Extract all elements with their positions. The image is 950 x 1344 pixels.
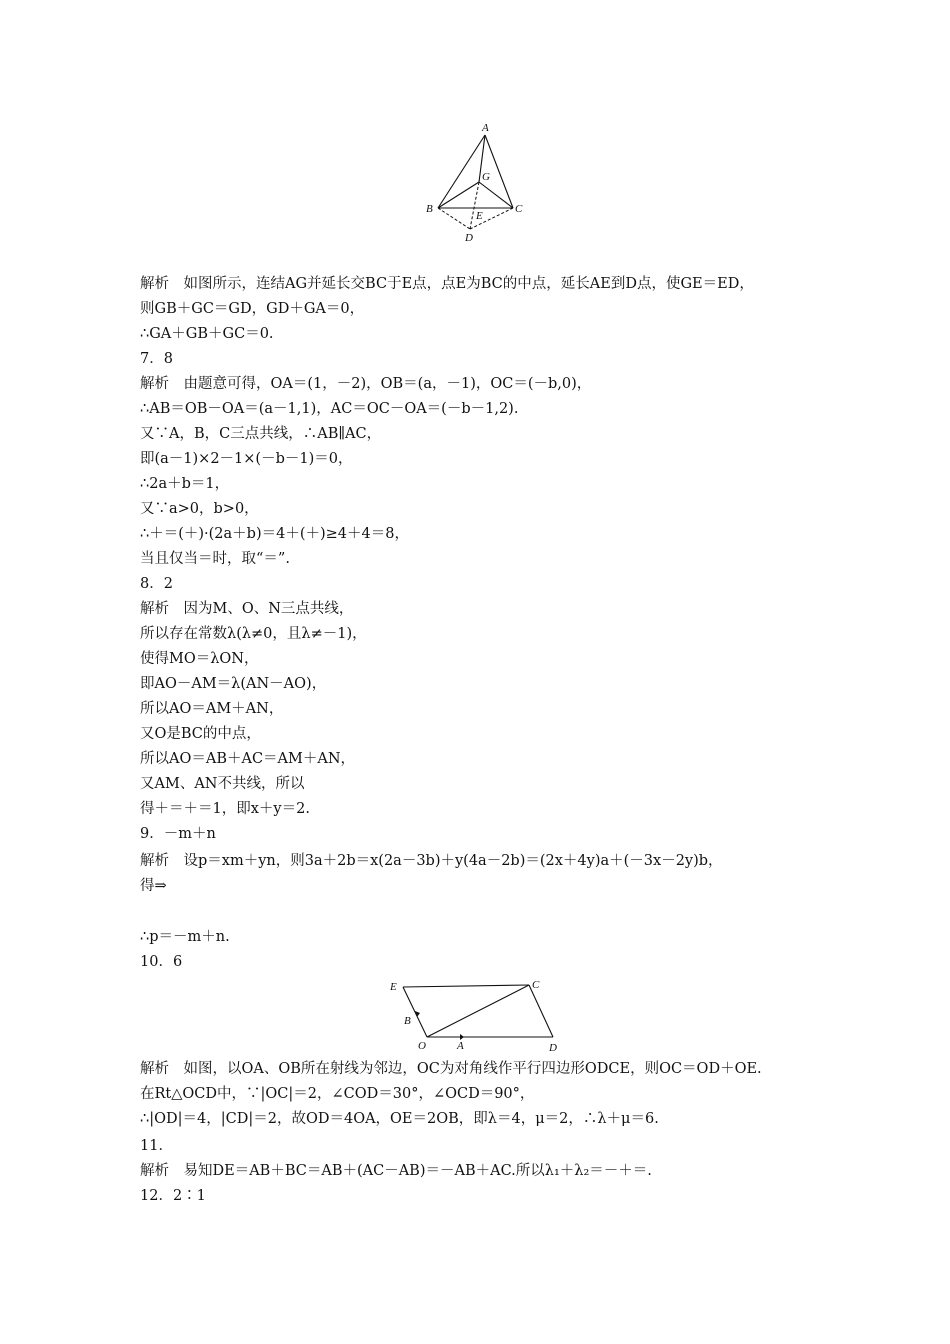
label-O: O (418, 1040, 426, 1052)
text-line-13: 8．2 (140, 576, 173, 592)
label-A: A (457, 1040, 464, 1052)
text-line-10: 又∵a>0，b>0， (140, 501, 259, 517)
label-C: C (532, 979, 540, 991)
label-D: D (465, 232, 473, 244)
label-A: A (482, 122, 489, 134)
text-line-7: 又∵A，B，C三点共线，∴AB∥AC， (140, 426, 382, 442)
text-line-26: ∴p＝－m＋n. (140, 929, 230, 945)
text-line-30: ∴|OD|＝4，|CD|＝2，故OD＝4OA，OE＝2OB，即λ＝4，μ＝2，∴λ＋μ＝6. (140, 1111, 659, 1127)
text-line-20: 所以AO＝AB＋AC＝AM＋AN， (140, 751, 356, 767)
text-line-18: 所以AO＝AM＋AN， (140, 701, 284, 717)
edge-CD (529, 985, 553, 1037)
text-line-19: 又O是BC的中点， (140, 726, 261, 742)
label-B: B (426, 203, 433, 215)
edge-BD (438, 208, 470, 229)
text-line-5: 解析 由题意可得，OA＝(1，－2)，OB＝(a，－1)，OC＝(－b,0)， (140, 376, 592, 392)
edge-GB (438, 182, 479, 208)
text-line-6: ∴AB＝OB－OA＝(a－1,1)，AC＝OC－OA＝(－b－1,2). (140, 401, 519, 417)
diagonal-OC (427, 985, 529, 1037)
label-B: B (404, 1015, 411, 1027)
edge-OE (403, 987, 427, 1037)
text-line-32: 解析 易知DE＝AB＋BC＝AB＋(AC－AB)＝－AB＋AC.所以λ₁＋λ₂＝－＋＝. (140, 1163, 652, 1179)
text-line-16: 使得MO＝λON， (140, 651, 259, 667)
text-line-33: 12．2∶1 (140, 1188, 206, 1204)
parallelogram-svg (385, 975, 565, 1053)
text-line-4: 7．8 (140, 351, 173, 367)
label-E: E (476, 210, 483, 222)
text-line-28: 解析 如图，以OA、OB所在射线为邻边，OC为对角线作平行四边形ODCE，则OC＝OD＋OE. (140, 1061, 762, 1077)
text-line-14: 解析 因为M、O、N三点共线， (140, 601, 354, 617)
tetrahedron-figure (420, 120, 530, 245)
label-C: C (515, 203, 523, 215)
text-line-17: 即AO－AM＝λ(AN－AO)， (140, 676, 327, 692)
text-line-22: 得＋＝＋＝1，即x＋y＝2. (140, 801, 310, 817)
label-E: E (390, 981, 397, 993)
text-line-21: 又AM、AN不共线，所以 (140, 776, 305, 792)
text-line-29: 在Rt△OCD中，∵|OC|＝2，∠COD＝30°，∠OCD＝90°， (140, 1086, 535, 1102)
label-D: D (549, 1042, 557, 1053)
text-line-11: ∴＋＝(＋)·(2a＋b)＝4＋(＋)≥4＋4＝8， (140, 526, 409, 542)
text-line-31: 11． (140, 1138, 173, 1154)
label-G: G (482, 171, 490, 183)
text-line-15: 所以存在常数λ(λ≠0，且λ≠－1)， (140, 626, 367, 642)
parallelogram-figure (385, 975, 565, 1053)
text-line-23: 9．－m＋n (140, 826, 216, 842)
tetrahedron-svg (420, 120, 530, 245)
text-line-12: 当且仅当＝时，取“＝”. (140, 551, 290, 567)
text-line-2: 则GB＋GC＝GD，GD＋GA＝0， (140, 301, 365, 317)
text-line-27: 10．6 (140, 954, 183, 970)
edge-AB (438, 135, 485, 208)
edge-EC (403, 985, 529, 987)
text-line-9: ∴2a＋b＝1， (140, 476, 230, 492)
text-line-1: 解析 如图所示，连结AG并延长交BC于E点，点E为BC的中点，延长AE到D点，使GE＝ED， (140, 276, 754, 292)
text-line-3: ∴GA＋GB＋GC＝0. (140, 326, 274, 342)
text-line-25: 得⇒ (140, 878, 167, 894)
text-line-24: 解析 设p＝xm＋yn，则3a＋2b＝x(2a－3b)＋y(4a－2b)＝(2x＋4y)a＋(－3x－2y)b， (140, 853, 723, 869)
text-line-8: 即(a－1)×2－1×(－b－1)＝0， (140, 451, 353, 467)
